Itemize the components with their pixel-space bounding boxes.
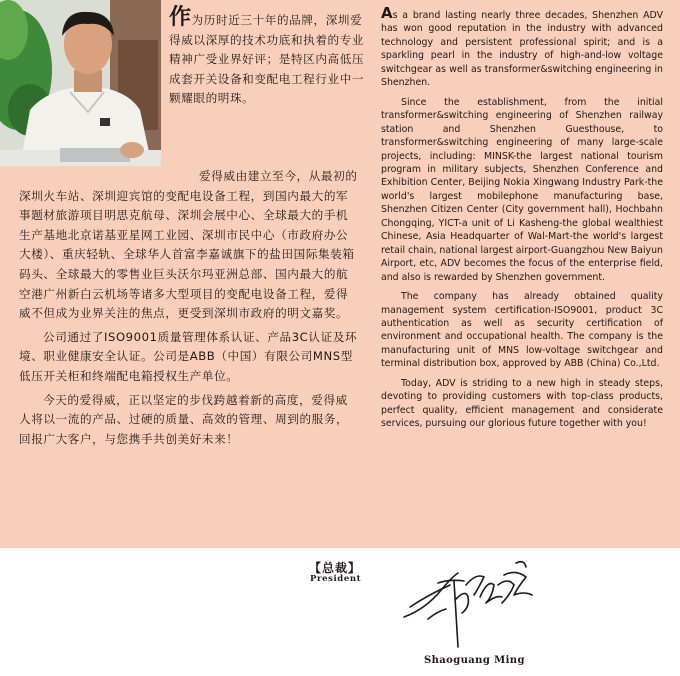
president-name: Shaoguang Ming [424, 655, 525, 666]
en-body [381, 4, 663, 437]
president-title-cn: 【总裁】 [309, 561, 362, 575]
cn-body [19, 167, 359, 449]
en-paragraph-intro [381, 4, 663, 90]
en-intro-text: s a brand lasting nearly three decades, Shenzhen ADV has won good reputation in the industry with advanced technology and persistent professional spirit; and is a sparkling pearl in the industry of high-and-low voltage switchgear as well as transformer&switching engineering in Shenzhen. [381, 10, 663, 89]
cn-intro-text: 为历时近三十年的品牌，深圳爱得威以深厚的技术功底和执着的专业精神广受业界好评；是特区内高低压成套开关设备和变配电工程行业中一颗耀眼的明珠。 [169, 13, 365, 106]
president-portrait-photo [0, 0, 161, 166]
cn-paragraph-certification: 公司通过了ISO9001质量管理体系认证、产品3C认证及环境、职业健康安全认证。公司是ABB（中国）有限公司MNS型低压开关柜和终端配电箱授权生产单位。 [19, 329, 358, 383]
cn-paragraph-projects: 爱得威由建立至今，从最初的深圳火车站、深圳迎宾馆的变配电设备工程，到国内最大的军事题材旅游项目明思克航母、深圳会展中心、全球最大的手机生产基地北京诺基亚星网工业园、深圳市民中心（市政府办公大楼）、重庆轻轨、全球华人首富李嘉诚旗下的盐田国际集装箱码头、全球最大的零售业巨头沃尔玛亚洲总部、国内最大的航空港广州新白云机场等诸多大型项目的变配电设备工程，爱得威不但成为业界关注的焦点，更受到深圳市政府的明文嘉奖。 [19, 169, 358, 321]
handwritten-signature [398, 555, 548, 650]
president-title-en: President [310, 574, 362, 584]
en-paragraph-projects: Since the establishment, from the initial transformer&switching engineering of Shenzhen railway station and Shenzhen Guesthouse, to transformer&switching engineering of many large-scale projects, including: MINSK-the largest national tourism program in military subjects, Shenzhen Conference and Exhibition Center, Beijing Nokia Xingwang Industry Park-the world's largest mobilephone manufacturing base, Shenzhen Citizen Center (City government hall), Hochbahn Chongqing, YICT-a unit of Li Kasheng-the global wealthiest Chinese, Asia Headquarter of Wal-Mart-the world's largest retail chain, national largest airport-Guangzhou New Baiyun Airport, etc, ADV becomes the focus of the enterprise field, and also is rewarded by Shenzhen government. [381, 96, 663, 283]
cn-dropcap: 作 [169, 5, 192, 30]
en-paragraph-certification: The company has already obtained quality management system certification-ISO9001, product 3C authentication as well as security certification of environment and occupational health. The company is the manufacturing unit of MNS low-voltage switchgear and terminal distribution box, approved by ABB (China) Co.,Ltd. [381, 291, 663, 370]
cn-paragraph-intro [169, 5, 366, 109]
en-paragraph-future: Today, ADV is striding to a new high in steady steps, devoting to providing customers with top-class products, perfect quality, efficient management and considerate services, pursuing our glorious future together with you! [381, 377, 663, 430]
en-dropcap: A [381, 4, 393, 22]
cn-paragraph-future: 今天的爱得威，正以坚定的步伐跨越着新的高度，爱得威人将以一流的产品、过硬的质量、高效的管理、周到的服务，回报广大客户，与您携手共创美好未来！ [19, 392, 349, 446]
